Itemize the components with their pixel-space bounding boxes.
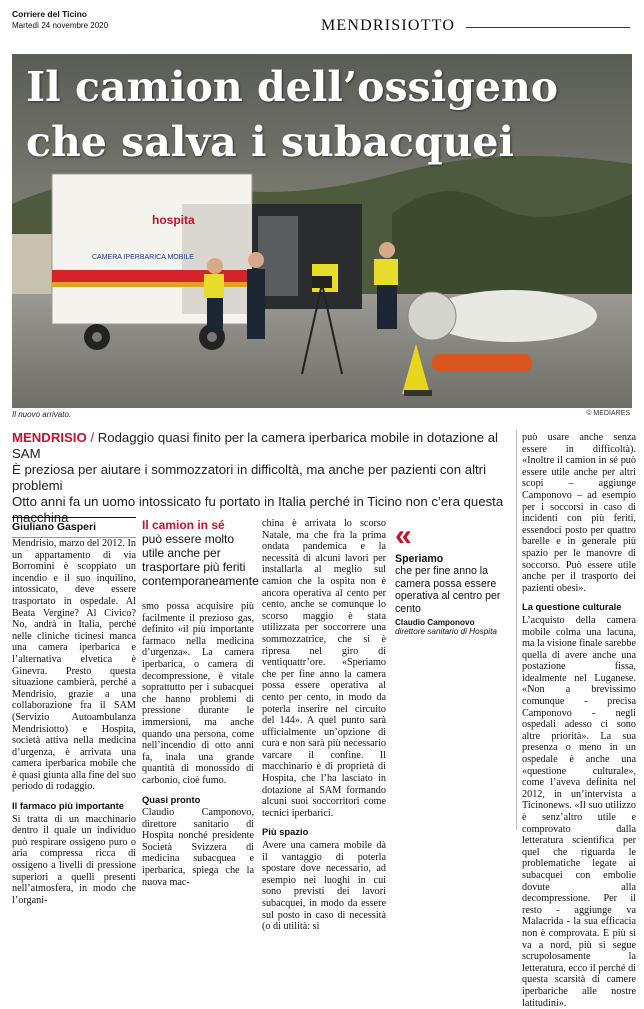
header-rule	[466, 27, 630, 28]
subheading: Quasi pronto	[142, 793, 201, 805]
truck-brand: hospita	[152, 213, 195, 227]
hero-photo	[12, 54, 632, 408]
quote-author: Claudio Camponovo	[395, 618, 475, 628]
article-column-4	[522, 432, 636, 1009]
paragraph: Avere una camera mobile dà il vantaggio di poterla spostare dove necessario, ad esempio nei luoghi in cui sono previsti dei lavori subacquei, in modo da essere sul posto in caso di necessità (o di utilità: si	[262, 840, 386, 933]
kicker	[12, 430, 508, 526]
kicker-separator: /	[86, 430, 98, 445]
article-column-2	[142, 601, 254, 888]
headline-line-2: che salva i subacquei	[26, 118, 515, 166]
article-column-1	[12, 538, 136, 906]
paragraph: può usare anche senza essere in difficoltà). «Inoltre il camion in sé può essere utile anche per altri scopi – aggiunge Camponovo – ad esempio per i soccorsi in caso di incidenti con più feriti, essendoci posto per quattro barelle e in generale più spazio per le manovre di soccorso. Può essere utile anche per il trasporto dei pazienti obesi».	[522, 432, 636, 594]
kicker-line-3: Otto anni fa un uomo intossicato fu portato in Italia perché in Ticino non c’era questa macchina	[12, 494, 504, 525]
paragraph: smo possa acquisire più facilmente il prezioso gas, definito «il più importante farmaco nella medicina d’urgenza». La camera iperbarica, o camera di decompressione, è vitale soprattutto per i subacquei che hanno problemi di pressione durante le immersioni, ma anche quando una persona, come nell’incendio di otto anni fa, inala una grande quantità di monossido di carbonio, cioè fumo.	[142, 601, 254, 786]
subheading: Il farmaco più importante	[12, 800, 124, 812]
page-header	[0, 0, 644, 44]
paragraph: Mendrisio, marzo del 2012. In un appartamento di via Borromini è scoppiato un incendio e il suo inquilino, intossicato, deve essere trasportato in ospedale. Al Beata Vergine? Al Civico? No, andrà in Italia, perché nelle cliniche ticinesi manca una camera iperbarica e l’alternativa elvetica è Ginevra. Presto questa situazione cambierà, perché a Mendrisio, grazie a una collaborazione fra il SAM (Servizio Autoambulanza Mendrisiotto) e Hospita, società attiva nella medicina d’urgenza, è arrivata una camera iperbarica mobile che è quasi giunta alla fine del suo periodo di rodaggio.	[12, 538, 136, 793]
photo-credit: © MEDIARES	[586, 410, 630, 417]
paragraph: L’acquisto della camera mobile colma una lacuna, ma la visione finale sarebbe quella di avere anche una postazione fissa, idealmente nel Luganese. «Non a brevissimo comunque - precisa Camponovo - negli ospedali adesso ci sono altre priorità». La sua presenza o meno in un ospedale è anche una «questione culturale», come l’aveva definita nel 2012, in un’intervista a Ticinonews. «Il suo utilizzo è senz’altro utile e comprovato dalla letteratura scientifica per quel che riguarda le problematiche legate ai subacquei con embolie dovute alla decompressione. Per il resto - aggiunge va Malacrida - la sua efficacia non è comprovata. E più si va a nord, più si segue scrupolosamente la letteratura, ecco il perché di questa scarsità di camere iperbariche alle nostre latitudini».	[522, 614, 636, 1009]
headline	[26, 60, 626, 170]
paragraph: Claudio Camponovo, direttore sanitario di Hospita nonché presidente Società Svizzera di medicina subacquea e iperbarica, spiega che la nuova mac-	[142, 807, 254, 888]
kicker-line-1: Rodaggio quasi finito per la camera iperbarica mobile in dotazione al SAM	[12, 430, 498, 461]
box-body: può essere molto utile anche per trasportare più feriti contemporaneamente	[142, 532, 259, 588]
section-title: MENDRISIOTTO	[321, 17, 456, 34]
sidebar-box	[142, 518, 259, 588]
kicker-line-2: È preziosa per aiutare i sommozzatori in difficoltà, ma anche per pazienti con altri problemi	[12, 462, 487, 493]
paragraph: china è arrivata lo scorso Natale, ma che fra la prima ondata pandemica e la necessità di alcuni lavori per installarla al meglio sul camion che la ospita non è ancora operativa al cento per cento, anche se comunque lo scorso maggio è stata utilizzata per soccorrere una sommozzatrice, che si è ripresa nel giro di ventiquattr’ore. «Speriamo che per fine anno la camera possa essere operativa al cento per cento, in modo da poterla inserire nel circuito del 144». A quel punto sarà ufficialmente un’opzione di cura e non sarà più necessario varcare il confine. Il macchinario è di proprietà di Hospita, che l’ha lasciato in dotazione al SAM formando alcuni suoi soccorritori come tecnici iperbarici.	[262, 518, 386, 819]
quote-title: Speriamo	[395, 553, 444, 565]
photo-caption: Il nuovo arrivato.	[12, 410, 72, 419]
kicker-place: MENDRISIO	[12, 430, 87, 445]
quote-role: direttore sanitario di Hospita	[395, 627, 497, 637]
box-title: Il camion in sé	[142, 518, 225, 532]
issue-date: Martedì 24 novembre 2020	[12, 21, 109, 30]
pull-quote	[395, 519, 513, 637]
quote-mark-icon: «	[395, 519, 412, 552]
newspaper-name: Corriere del Ticino	[12, 9, 87, 19]
truck-label: CAMERA IPERBARICA MOBILE	[92, 254, 194, 261]
paragraph: Si tratta di un macchinario dentro il quale un individuo può respirare ossigeno puro o aria compressa ricca di ossigeno a livelli di pressione superiori a quelli presenti nell’atmosfera, in modo che l’organi-	[12, 813, 136, 906]
headline-line-1: Il camion dell’ossigeno	[26, 63, 559, 111]
author-byline: Giuliano Gasperi	[12, 517, 136, 538]
quote-body: che per fine anno la camera possa essere operativa al centro per cento	[395, 565, 501, 615]
column-divider	[516, 430, 517, 830]
subheading: Più spazio	[262, 826, 309, 838]
article-column-3	[262, 518, 386, 933]
subheading: La questione culturale	[522, 601, 622, 613]
